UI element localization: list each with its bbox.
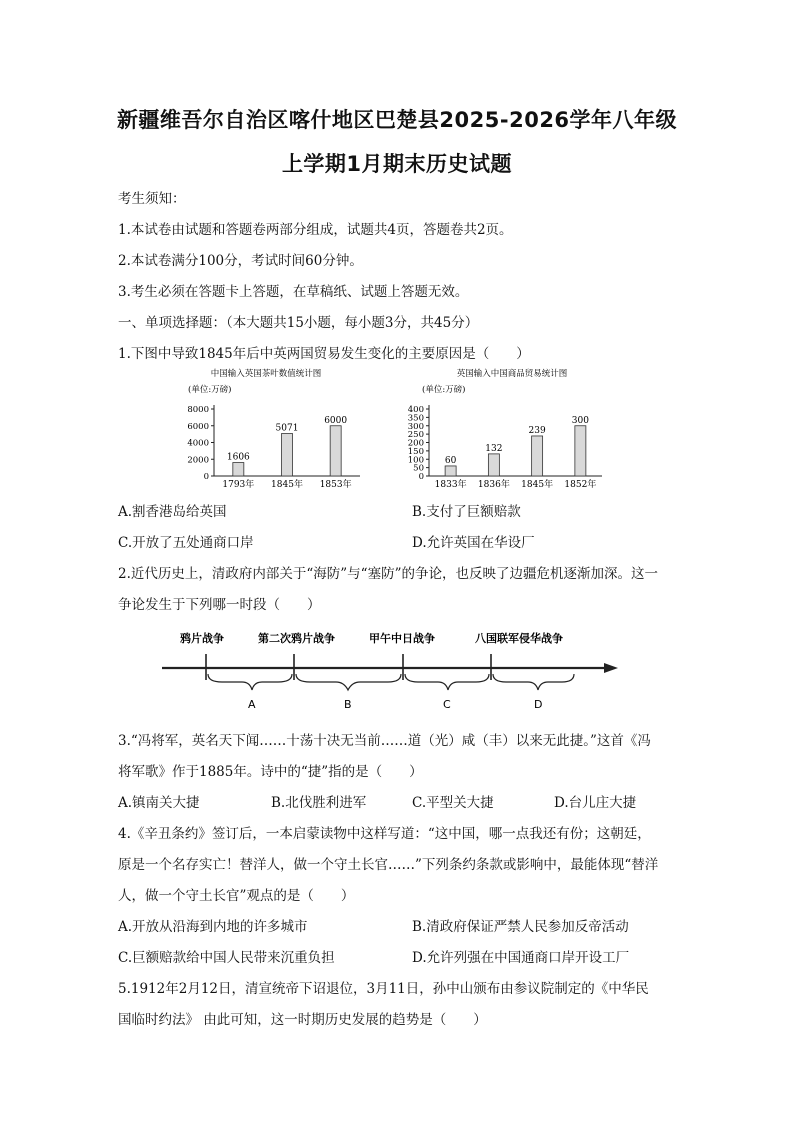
chart2-labels [435,416,597,490]
q4-stem-2: 原是一个名存实亡！替洋人，做一个守土长官……”下列条约条款或影响中，最能体现“替洋 [118,857,659,873]
c2-value-label: 239 [528,425,546,436]
c1-category-label: 1845年 [271,480,303,490]
chart1-title: 中国输入英国茶叶数值统计图 [210,369,322,379]
c1-value-label: 5071 [275,423,299,434]
page-title-line2: 上学期1月期末历史试题 [281,152,513,176]
c2-bar [445,466,456,476]
chart2-bars [445,426,586,476]
segment-d[interactable]: D [534,698,543,711]
c1-category-label: 1793年 [222,480,255,490]
c2-category-label: 1845年 [521,480,554,490]
q3-option-c[interactable]: C.平型关大捷 [412,795,494,811]
notice-item-1: 1.本试卷由试题和答题卷两部分组成，试题共4页，答题卷共2页。 [118,222,513,238]
c1-category-label: 1853年 [319,480,352,490]
tea-export-chart [166,365,366,492]
q4-stem-1: 4.《辛丑条约》签订后，一本启蒙读物中这样写道：“这中国，哪一点我还有份；这朝廷， [118,826,651,842]
c2-bar [575,426,586,476]
c1-value-label: 6000 [324,415,348,426]
q4-option-a[interactable]: A.开放从沿海到内地的许多城市 [118,919,308,935]
q2-stem-1: 2.近代历史上，清政府内部关于“海防”与“塞防”的争论，也反映了边疆危机逐渐加深。这一 [118,566,658,582]
event-sino-japanese-war: 甲午中日战争 [369,632,435,645]
c2-category-label: 1836年 [477,480,510,490]
event-opium-war: 鸦片战争 [180,632,224,645]
british-goods-chart [392,365,612,492]
brace-b [296,674,401,690]
timeline-arrow [604,663,618,673]
c1-bar [330,426,341,476]
c2-ytick-label: 200 [407,438,424,449]
notice-item-3: 3.考生必须在答题卡上答题，在草稿纸、试题上答题无效。 [118,284,469,300]
q3-stem-2: 将军歌》作于1885年。诗中的“捷”指的是（ ） [118,764,423,780]
timeline-diagram [150,622,630,714]
c1-ytick-label: 4000 [187,438,209,449]
event-eight-nation-war: 八国联军侵华战争 [475,632,563,645]
q1-option-c[interactable]: C.开放了五处通商口岸 [118,535,254,551]
q4-option-c[interactable]: C.巨额赔款给中国人民带来沉重负担 [118,950,335,966]
section-heading: 一、单项选择题：（本大题共15小题，每小题3分，共45分） [118,315,479,331]
segment-c[interactable]: C [443,698,451,711]
brace-c [405,674,489,690]
event-second-opium-war: 第二次鸦片战争 [258,632,335,645]
c2-value-label: 300 [571,415,589,426]
c2-bar [532,436,543,476]
c1-ytick-label: 2000 [187,455,209,466]
chart1-unit: (单位:万磅) [188,385,232,395]
q1-stem: 1.下图中导致1845年后中英两国贸易发生变化的主要原因是（ ） [118,346,530,362]
c2-ytick-label: 0 [418,472,424,482]
chart2-unit: (单位:万磅) [422,385,466,395]
c2-bar [488,454,499,476]
c1-bar [282,434,293,476]
q5-stem-2: 国临时约法》 由此可知，这一时期历史发展的趋势是（ ） [118,1012,487,1028]
notice-item-2: 2.本试卷满分100分，考试时间60分钟。 [118,253,363,269]
c2-ytick-label: 150 [407,446,424,457]
q4-option-b[interactable]: B.清政府保证严禁人民参加反帝活动 [412,919,629,935]
q1-option-b[interactable]: B.支付了巨额赔款 [412,504,521,520]
c1-ytick-label: 8000 [187,405,209,415]
c2-ytick-label: 250 [407,430,424,441]
q5-stem-1: 5.1912年2月12日，清宣统帝下诏退位，3月11日，孙中山颁布由参议院制定的《中华民 [118,981,649,997]
segment-a[interactable]: A [248,698,256,711]
q4-option-d[interactable]: D.允许列强在中国通商口岸开设工厂 [412,950,630,966]
c2-value-label: 60 [444,455,457,466]
q3-option-d[interactable]: D.台儿庄大捷 [554,795,637,811]
q1-option-a[interactable]: A.割香港岛给英国 [118,504,227,520]
q3-option-a[interactable]: A.镇南关大捷 [118,795,200,811]
c1-bar [233,463,244,476]
c1-ytick-label: 6000 [187,421,209,432]
c2-category-label: 1833年 [434,480,467,490]
q4-stem-3: 人，做一个守土长官”观点的是（ ） [118,888,355,904]
c2-category-label: 1852年 [564,480,597,490]
segment-b[interactable]: B [344,698,352,711]
q2-stem-2: 争论发生于下列哪一时段（ ） [118,597,321,613]
notice-heading: 考生须知： [118,191,186,207]
chart2-title: 英国输入中国商品贸易统计图 [456,369,568,379]
c2-ytick-label: 300 [407,421,424,432]
c1-ytick-label: 0 [203,472,209,482]
c2-ytick-label: 100 [407,455,424,466]
brace-a [208,674,292,690]
q3-option-b[interactable]: B.北伐胜利进军 [271,795,367,811]
page-title-line1: 新疆维吾尔自治区喀什地区巴楚县2025-2026学年八年级 [116,108,678,132]
brace-d [493,674,574,690]
c2-ytick-label: 400 [407,405,424,415]
q3-stem-1: 3.“冯将军，英名天下闻……十荡十决无当前……道（光）咸（丰）以来无此捷。”这首《冯 [118,733,651,749]
c1-value-label: 1606 [226,452,250,463]
c2-ytick-label: 50 [413,463,424,474]
c2-ytick-label: 350 [407,413,424,424]
c2-value-label: 132 [485,443,503,454]
q1-option-d[interactable]: D.允许英国在华设厂 [412,535,535,551]
